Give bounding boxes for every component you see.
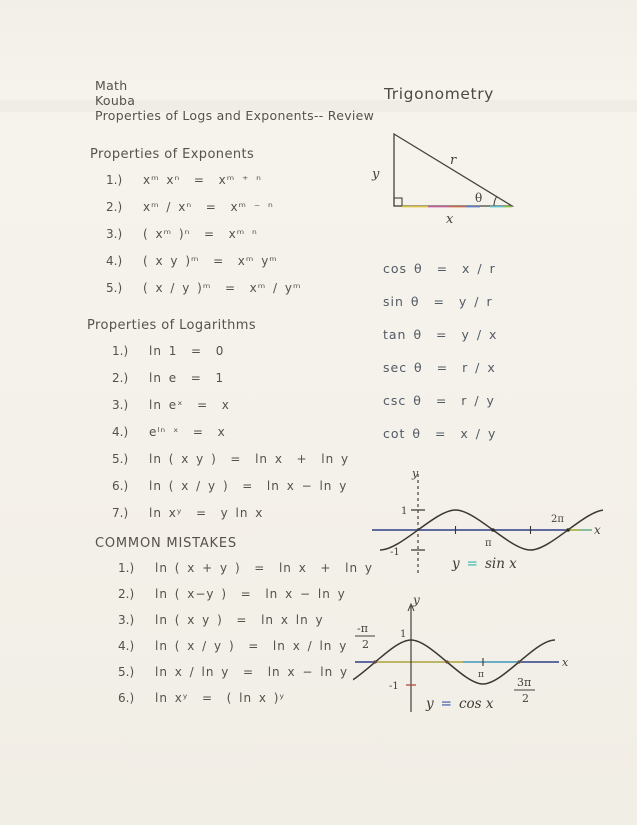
formula-row xyxy=(112,371,224,385)
item-formula: eˡⁿ ˣ = x xyxy=(149,425,226,439)
pi-label: π xyxy=(485,538,492,549)
formula-row xyxy=(112,452,349,466)
item-number: 4.) xyxy=(118,639,135,653)
caption-equals: = xyxy=(440,696,452,712)
item-formula: ln ( x / y ) = ln x − ln y xyxy=(149,479,348,493)
item-number: 4.) xyxy=(112,425,129,439)
item-formula: ln 1 = 0 xyxy=(149,344,225,358)
logarithms-list xyxy=(112,344,392,534)
item-number: 6.) xyxy=(112,479,129,493)
trig-ratio-sin: sin θ = y / r xyxy=(383,294,493,309)
formula-row xyxy=(118,613,324,627)
header-line-title: Properties of Logs and Exponents-- Review xyxy=(95,108,375,123)
pi-label: π xyxy=(478,670,484,680)
fraction-numerator: -π xyxy=(357,622,368,635)
item-number: 3.) xyxy=(118,613,135,627)
three-half-pi-fraction xyxy=(514,676,535,705)
trig-ratio-cos: cos θ = x / r xyxy=(383,261,496,276)
formula-row xyxy=(118,691,285,705)
formula-row xyxy=(118,639,347,653)
formula-row xyxy=(118,665,348,679)
trig-ratio-csc: csc θ = r / y xyxy=(383,393,495,408)
item-number: 4.) xyxy=(106,254,123,268)
item-formula: ln x / ln y = ln x − ln y xyxy=(155,665,349,679)
point-half-pi xyxy=(445,660,448,663)
formula-row xyxy=(106,254,278,268)
sine-caption xyxy=(452,556,517,572)
item-formula: ln ( x y ) = ln x ln y xyxy=(155,613,324,627)
triangle-label-y: y xyxy=(372,167,380,182)
logarithms-heading: Properties of Logarithms xyxy=(87,318,257,333)
right-triangle-diagram xyxy=(362,122,532,227)
item-number: 3.) xyxy=(106,227,123,241)
fraction-numerator: 3π xyxy=(517,676,532,689)
right-angle-marker xyxy=(394,198,402,206)
item-formula: ln ( x + y ) = ln x + ln y xyxy=(155,561,373,575)
formula-row xyxy=(106,173,262,187)
item-formula: ln ( x−y ) = ln x − ln y xyxy=(155,587,346,601)
item-number: 1.) xyxy=(112,344,129,358)
item-number: 1.) xyxy=(118,561,135,575)
formula-row xyxy=(112,479,347,493)
point-neg-half-pi xyxy=(373,660,376,663)
one-label: 1 xyxy=(401,506,408,517)
theta-angle-arc xyxy=(494,197,497,206)
trig-ratio-cot: cot θ = x / y xyxy=(383,426,497,441)
item-number: 5.) xyxy=(118,665,135,679)
item-formula: ln eˣ = x xyxy=(149,398,230,412)
item-formula: ln ( x y ) = ln x + ln y xyxy=(149,452,350,466)
triangle-label-x: x xyxy=(446,212,454,227)
triangle-label-r: r xyxy=(450,153,457,168)
point-three-half-pi xyxy=(517,660,520,663)
formula-row xyxy=(118,561,373,575)
x-axis-label: x xyxy=(594,523,601,537)
item-number: 5.) xyxy=(106,281,123,295)
caption-rhs: cos x xyxy=(458,696,494,712)
header-line-course: Math xyxy=(95,78,128,93)
caption-equals: = xyxy=(466,556,478,572)
formula-row xyxy=(112,425,226,439)
item-number: 5.) xyxy=(112,452,129,466)
item-number: 2.) xyxy=(106,200,123,214)
item-formula: xᵐ xⁿ = xᵐ ⁺ ⁿ xyxy=(143,173,262,187)
neg-one-label: -1 xyxy=(390,547,400,558)
item-formula: ( xᵐ )ⁿ = xᵐ ⁿ xyxy=(143,227,258,241)
exponents-heading: Properties of Exponents xyxy=(90,147,255,162)
trig-ratio-tan: tan θ = y / x xyxy=(383,327,498,342)
cosine-caption xyxy=(426,696,493,712)
triangle-outline xyxy=(394,134,512,206)
item-formula: xᵐ / xⁿ = xᵐ ⁻ ⁿ xyxy=(143,200,274,214)
item-formula: ln e = 1 xyxy=(149,371,225,385)
header-line-instructor: Kouba xyxy=(95,93,136,108)
item-formula: ( x y )ᵐ = xᵐ yᵐ xyxy=(143,254,278,268)
neg-half-pi-fraction xyxy=(355,622,375,651)
header-block xyxy=(95,78,374,123)
item-formula: ln ( x / y ) = ln x / ln y xyxy=(155,639,348,653)
item-number: 7.) xyxy=(112,506,129,520)
item-formula: ( x / y )ᵐ = xᵐ / yᵐ xyxy=(143,281,302,295)
formula-row xyxy=(106,281,301,295)
point-pi xyxy=(491,528,495,532)
caption-lhs: y xyxy=(452,556,460,572)
mistakes-heading: COMMON MISTAKES xyxy=(95,536,237,551)
formula-row xyxy=(106,227,258,241)
x-axis-label: x xyxy=(562,656,568,669)
caption-rhs: sin x xyxy=(484,556,517,572)
trigonometry-heading: Trigonometry xyxy=(384,85,494,103)
fraction-denominator: 2 xyxy=(522,692,529,705)
formula-row xyxy=(112,344,224,358)
one-label: 1 xyxy=(400,629,407,640)
item-number: 6.) xyxy=(118,691,135,705)
item-number: 2.) xyxy=(112,371,129,385)
exponents-list xyxy=(106,173,386,313)
formula-row xyxy=(106,200,274,214)
item-number: 2.) xyxy=(118,587,135,601)
item-formula: ln xʸ = ( ln x )ʸ xyxy=(155,691,285,705)
trig-ratio-sec: sec θ = r / x xyxy=(383,360,496,375)
formula-row xyxy=(118,587,346,601)
point-two-pi xyxy=(566,528,570,532)
item-number: 3.) xyxy=(112,398,129,412)
y-axis-label: y xyxy=(413,594,420,607)
formula-row xyxy=(112,398,230,412)
two-pi-label: 2π xyxy=(551,514,564,525)
item-number: 1.) xyxy=(106,173,123,187)
y-axis-label: y xyxy=(412,468,419,480)
triangle-label-theta: θ xyxy=(475,191,483,205)
item-formula: ln xʸ = y ln x xyxy=(149,506,264,520)
caption-lhs: y xyxy=(426,696,434,712)
trig-ratios-list xyxy=(383,261,563,461)
neg-one-label: -1 xyxy=(389,681,399,692)
fraction-denominator: 2 xyxy=(362,638,369,651)
formula-row xyxy=(112,506,263,520)
